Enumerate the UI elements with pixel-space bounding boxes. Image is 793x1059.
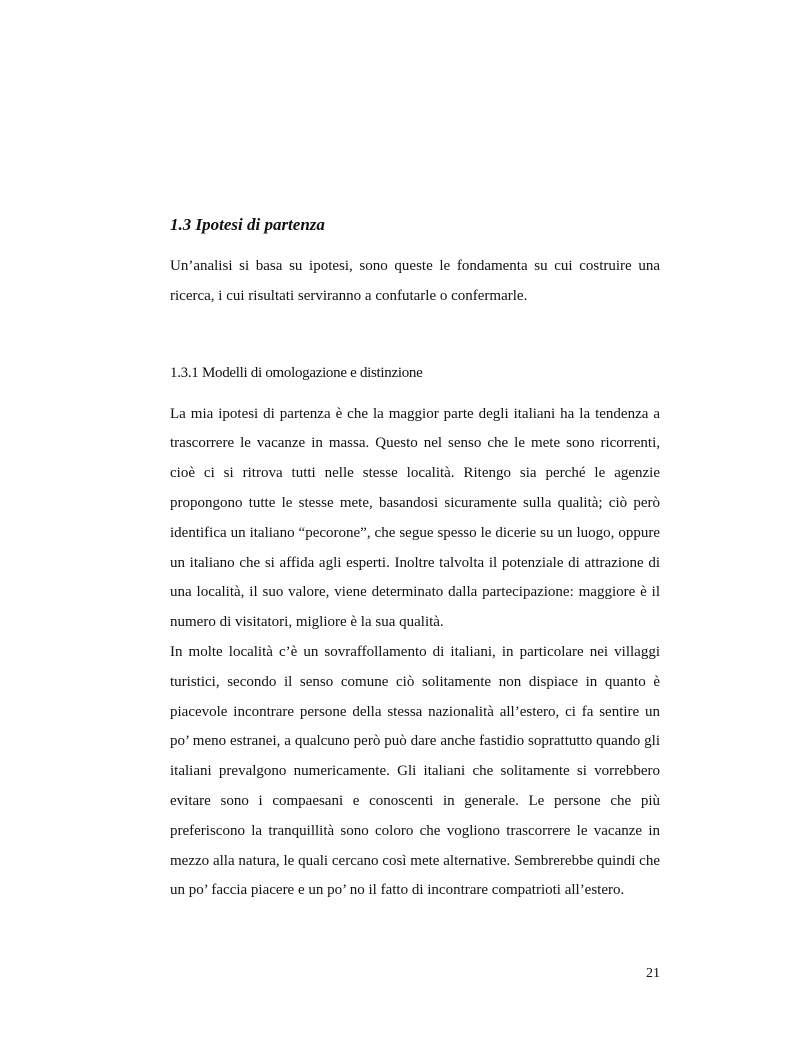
body-paragraph-2: In molte località c’è un sovraffollamento di italiani, in particolare nei villaggi turistici, secondo il senso comune ciò solitamente non dispiace in quanto è piacevole incontrare persone della stessa nazionalità all’estero, ci fa sentire un po’ meno estranei, a qualcuno però può dare anche fastidio soprattutto quando gli italiani prevalgono numericamente. Gli italiani che solitamente si vorrebbero evitare sono i compaesani e conoscenti in generale. Le persone che più preferiscono la tranquillità sono coloro che vogliono trascorrere le vacanze in mezzo alla natura, le quali cercano così mete alternative. Sembrerebbe quindi che un po’ faccia piacere e un po’ no il fatto di incontrare compatrioti all’estero.: [170, 643, 660, 899]
body-paragraph-1: La mia ipotesi di partenza è che la maggior parte degli italiani ha la tendenza a trascorrere le vacanze in massa. Questo nel senso che le mete sono ricorrenti, cioè ci si ritrova tutti nelle stesse località. Ritengo sia perché le agenzie propongono tutte le stesse mete, basandosi sicuramente sulla qualità; ciò però identifica un italiano “pecorone”, che segue spesso le dicerie su un luogo, oppure un italiano che si affida agli esperti. Inoltre talvolta il potenziale di attrazione di una località, il suo valore, viene determinato dalla partecipazione: maggiore è il numero di visitatori, migliore è la sua qualità.: [170, 405, 660, 631]
page-content: [170, 210, 660, 906]
section-title: 1.3 Ipotesi di partenza: [170, 215, 325, 234]
page-number: 21: [646, 966, 660, 981]
section-intro-paragraph: Un’analisi si basa su ipotesi, sono queste le fondamenta su cui costruire una ricerca, i cui risultati serviranno a confutarle o confermarle.: [170, 258, 660, 304]
subsection-title: 1.3.1 Modelli di omologazione e distinzione: [170, 364, 423, 381]
